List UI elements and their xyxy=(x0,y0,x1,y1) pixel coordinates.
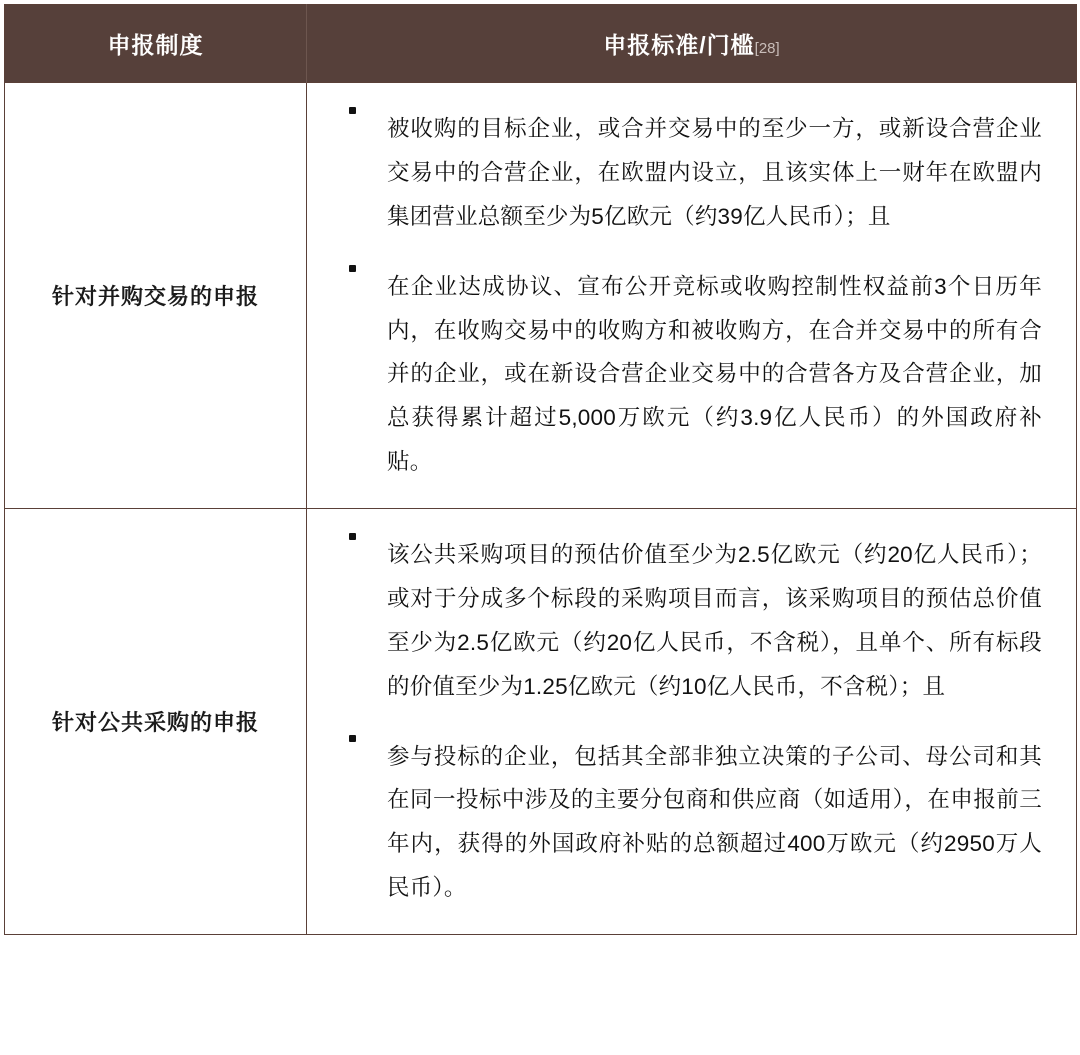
row-label-public-procurement-filing: 针对公共采购的申报 xyxy=(5,509,307,935)
bullet-dot-icon xyxy=(349,735,356,742)
row-label-merger-filing: 针对并购交易的申报 xyxy=(5,83,307,509)
column-header-filing-system: 申报制度 xyxy=(5,5,307,83)
table-row xyxy=(5,83,1077,509)
list-item xyxy=(329,533,1042,709)
list-item xyxy=(329,265,1042,484)
row-content-public-procurement-filing xyxy=(307,509,1077,935)
table-row xyxy=(5,509,1077,935)
bullet-dot-icon xyxy=(349,533,356,540)
footnote-marker: [28] xyxy=(754,40,780,57)
table-body xyxy=(5,83,1077,935)
list-item-text: 被收购的目标企业，或合并交易中的至少一方，或新设合营企业交易中的合营企业，在欧盟内设立，且该实体上一财年在欧盟内集团营业总额至少为5亿欧元（约39亿人民币）；且 xyxy=(387,116,1042,229)
filing-thresholds-table xyxy=(4,4,1077,935)
bullet-list xyxy=(329,533,1042,910)
table-header xyxy=(5,5,1077,83)
bullet-dot-icon xyxy=(349,107,356,114)
list-item-text: 该公共采购项目的预估价值至少为2.5亿欧元（约20亿人民币）；或对于分成多个标段的采购项目而言，该采购项目的预估总价值至少为2.5亿欧元（约20亿人民币，不含税），且单个、所有标段的价值至少为1.25亿欧元（约10亿人民币，不含税）；且 xyxy=(387,542,1042,699)
bullet-dot-icon xyxy=(349,265,356,272)
table-header-row xyxy=(5,5,1077,83)
bullet-list xyxy=(329,107,1042,484)
list-item-text: 参与投标的企业，包括其全部非独立决策的子公司、母公司和其在同一投标中涉及的主要分包商和供应商（如适用），在申报前三年内，获得的外国政府补贴的总额超过400万欧元（约2950万人民币）。 xyxy=(387,743,1042,901)
column-header-threshold-label: 申报标准/门槛 xyxy=(603,32,755,58)
list-item-text: 在企业达成协议、宣布公开竞标或收购控制性权益前3个日历年内，在收购交易中的收购方和被收购方，在合并交易中的所有合并的企业，或在新设合营企业交易中的合营各方及合营企业，加总获得累计超过5,000万欧元（约3.9亿人民币）的外国政府补贴。 xyxy=(387,273,1042,475)
row-content-merger-filing xyxy=(307,83,1077,509)
list-item xyxy=(329,107,1042,239)
column-header-threshold xyxy=(307,5,1077,83)
list-item xyxy=(329,735,1042,911)
